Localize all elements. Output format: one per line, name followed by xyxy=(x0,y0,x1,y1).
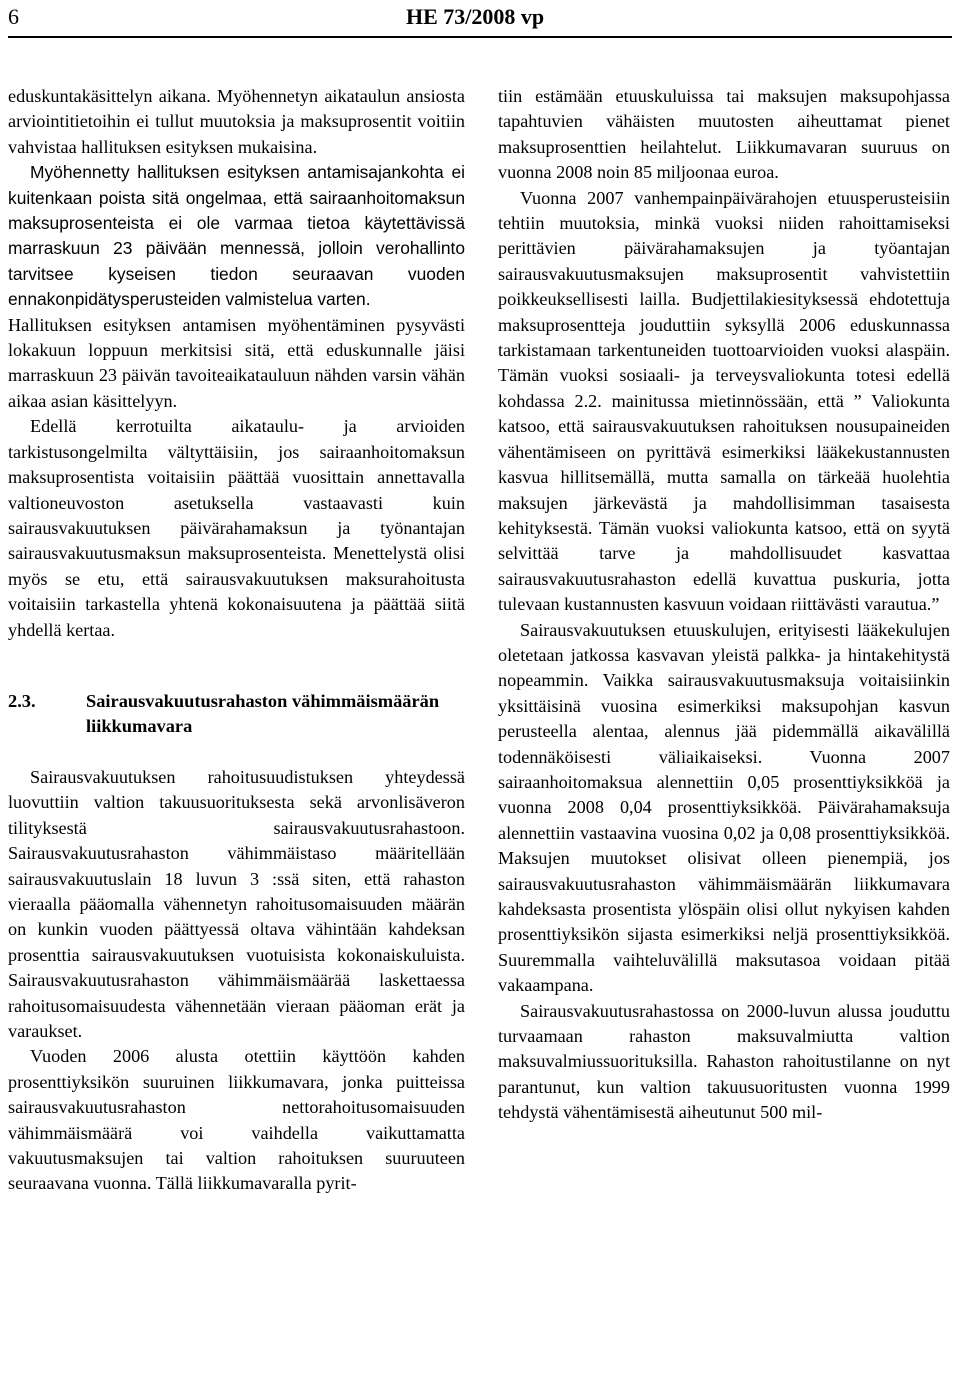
right-column xyxy=(498,84,950,1126)
page-number: 6 xyxy=(8,4,19,29)
paragraph: Sairausvakuutuksen etuuskulujen, erityisesti lääkekulujen oletetaan jatkossa kasvavan yleistä palkka- ja hintakehitystä nopeammin. Vaikka sairausvakuutusmaksuja voitaisiinkin yksittäisinä vuosina esimerkiksi maksupohjan kasvun perusteella alentaa, alennus jää pidemmällä aikavälillä todennäköisesti väliaikaiseksi. Vuonna 2007 sairaanhoitomaksua alennettiin 0,05 prosenttiyksikköä ja vuonna 2008 0,04 prosenttiyksikköä. Päivärahamaksuja alennettiin vastaavina vuosina 0,02 ja 0,08 prosenttiyksikköä. Maksujen muutokset olisivat olleen pienempiä, jos sairausvakuutusrahaston vähimmäismäärän liikkumavara kahdeksasta prosentista ylöspäin olisi ollut nykyisen kahden prosenttiyksikön sijasta esimerkiksi neljä prosenttiyksikköä. Suuremmalla vaihteluvälillä maksutasoa voidaan pitää vakaampana. xyxy=(498,619,950,996)
header-rule xyxy=(8,36,952,38)
left-column xyxy=(8,84,465,1197)
page-header xyxy=(8,0,952,40)
paragraph-continuation: tiin estämään etuuskuluissa tai maksujen maksupohjassa tapahtuvien vähäisten muutosten aiheuttamat pienet maksuprosenttien heilahtelut. Liikkumavaran suuruus on vuonna 2008 noin 85 miljoonaa euroa. xyxy=(498,86,950,183)
document-id: HE 73/2008 vp xyxy=(406,4,545,29)
paragraph: Sairausvakuutuksen rahoitusuudistuksen yhteydessä luovuttiin valtion takuusuorituksesta sekä arvonlisäveron tilityksestä sairausvakuutusrahastoon. Sairausvakuutusrahaston vähimmäistaso määritellään sairausvakuutuslain 18 luvun 3 :ssä siten, että rahaston vieraalla pääomalla vähennetyn rahoitusomaisuuden määrän on kunkin vuoden päättyessä oltava vähintään kahdeksan prosenttia sairausvakuutuksen vuotuisista kokonaiskuluista. Sairausvakuutusrahaston vähimmäismäärää laskettaessa rahoitusomaisuudesta vähennetään vieraan pääoman erät ja varaukset. xyxy=(8,766,465,1041)
paragraph-continued: Hallituksen esityksen antamisen myöhentäminen pysyvästi lokakuun loppuun merkitsisi sitä, että eduskunnalle jäisi marraskuun 23 päivän tavoiteaikatauluun nähden varsin vähän aikaa asian käsittelyyn. xyxy=(8,314,465,411)
paragraph: Edellä kerrotuilta aikataulu- ja arvioiden tarkistusongelmilta vältyttäisiin, jos sairaanhoitomaksun maksuprosentista voitaisiin päättää vuosittain annettavalla valtioneuvoston asetuksella vastaavasti kuin sairausvakuutuksen päivärahamaksun ja työnantajan sairausvakuutusmaksun maksuprosenteista. Menettelystä olisi myös se etu, että sairausvakuutuksen maksurahoitusta voitaisiin tarkastella yhtenä kokonaisuutena ja päättää siitä yhdellä kertaa. xyxy=(8,416,465,640)
paragraph: Vuonna 2007 vanhempainpäivärahojen etuusperusteisiin tehtiin muutoksia, minkä vuoksi niiden rahoittamiseksi perittävien päivärahamaksujen ja työantajan sairausvakuutusmaksujen maksuprosentit vahvistettiin poikkeuksellisesti lailla. Budjettilakiesityksessä ehdotettuja maksuprosentteja jouduttiin syksyllä 2006 eduskunnassa tarkistamaan tarkentuneiden tuottoarvioiden vuoksi alaspäin. Tämän vuoksi sosiaali- ja terveysvaliokunta totesi edellä kohdassa 2.2. mainitussa mietinnössään, että ” Valiokunta katsoo, että sairausvakuutuksen rahoituksen nousupaineiden vähentämiseen on pyrittävä esimerkiksi lääkekustannusten kasvua hillitsemällä, mutta samalla on tärkeää huolehtia maksujen järkevästä ja mahdollisimman tasaisesta kehityksestä. Tämän vuoksi valiokunta katsoo, että on syytä selvittää tarve ja mahdollisuudet kasvattaa sairausvakuutusrahaston edellä kuvattua puskuria, jotta tulevaan kustannusten kasvuun voidaan riittävästi varautua.” xyxy=(498,187,950,615)
section-heading xyxy=(8,689,465,739)
section-title: Sairausvakuutusrahaston vähimmäismäärän liikkumavara xyxy=(86,690,440,736)
section-number: 2.3. xyxy=(8,690,36,711)
paragraph: Vuoden 2006 alusta otettiin käyttöön kahden prosenttiyksikön suuruinen liikkumavara, jonka puitteissa sairausvakuutusrahaston nettorahoitusomaisuuden vähimmäismäärä voi vaihdella vaikuttamatta vakuutusmaksujen tai valtion rahoituksen suuruuteen seuraavana vuonna. Tällä liikkumavaralla pyrit- xyxy=(8,1046,465,1194)
paragraph xyxy=(8,160,465,312)
paragraph-continuation: eduskuntakäsittelyn aikana. Myöhennetyn aikataulun ansiosta arviointitietoihin ei tullut muutoksia ja maksuprosentit voitiin vahvistaa hallituksen esityksen mukaisina. xyxy=(8,86,465,157)
paragraph: Sairausvakuutusrahastossa on 2000-luvun alussa jouduttu turvaamaan rahaston maksuvalmiutta valtion maksuvalmiussuorituksilla. Rahaston rahoitustilanne on nyt parantunut, kun valtion takuusuoritusten vuonna 1999 tehdystä vähentämisestä aiheutunut 500 mil- xyxy=(498,1000,950,1123)
paragraph-text: Myöhennetty hallituksen esityksen antamisajankohta ei kuitenkaan poista sitä ongelmaa, että sairaanhoitomaksun maksuprosenteista ei ole varmaa tietoa käytettävissä marraskuun 23 päivään mennessä, jolloin verohallinto tarvitsee kyseisen tiedon seuraavan vuoden ennakonpidätysperusteiden valmistelua varten. xyxy=(8,162,465,310)
